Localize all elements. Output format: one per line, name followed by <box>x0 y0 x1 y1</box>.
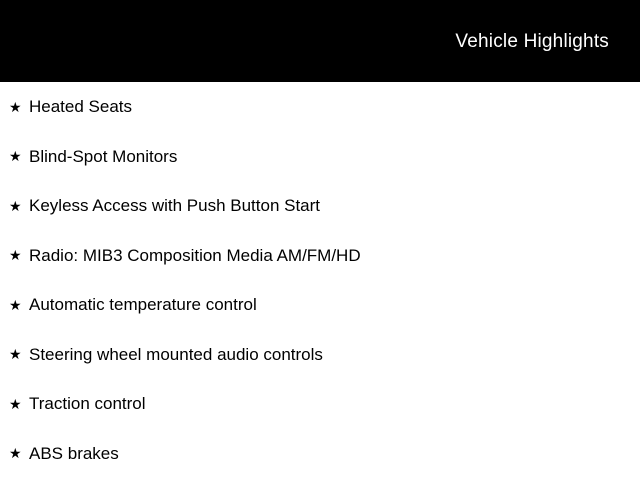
list-item-label: Radio: MIB3 Composition Media AM/FM/HD <box>29 245 361 265</box>
list-item <box>0 181 640 231</box>
list-item-label: Automatic temperature control <box>29 295 257 315</box>
list-item <box>0 280 640 330</box>
list-item <box>0 379 640 429</box>
star-icon: ★ <box>9 148 22 165</box>
star-icon: ★ <box>9 395 22 412</box>
list-item <box>0 330 640 380</box>
highlights-list <box>0 82 640 478</box>
star-icon: ★ <box>9 296 22 313</box>
star-icon: ★ <box>9 346 22 363</box>
list-item-label: ABS brakes <box>29 443 119 463</box>
list-item <box>0 231 640 281</box>
header-bar <box>0 0 640 82</box>
page-title: Vehicle Highlights <box>455 30 609 52</box>
list-item-label: Heated Seats <box>29 97 133 117</box>
list-item <box>0 429 640 479</box>
list-item-label: Blind-Spot Monitors <box>29 146 178 166</box>
list-item <box>0 82 640 132</box>
list-item-label: Keyless Access with Push Button Start <box>29 196 321 216</box>
star-icon: ★ <box>9 98 22 115</box>
list-item <box>0 132 640 182</box>
star-icon: ★ <box>9 445 22 462</box>
star-icon: ★ <box>9 197 22 214</box>
list-item-label: Traction control <box>29 394 146 414</box>
list-item-label: Steering wheel mounted audio controls <box>29 344 323 364</box>
star-icon: ★ <box>9 247 22 264</box>
